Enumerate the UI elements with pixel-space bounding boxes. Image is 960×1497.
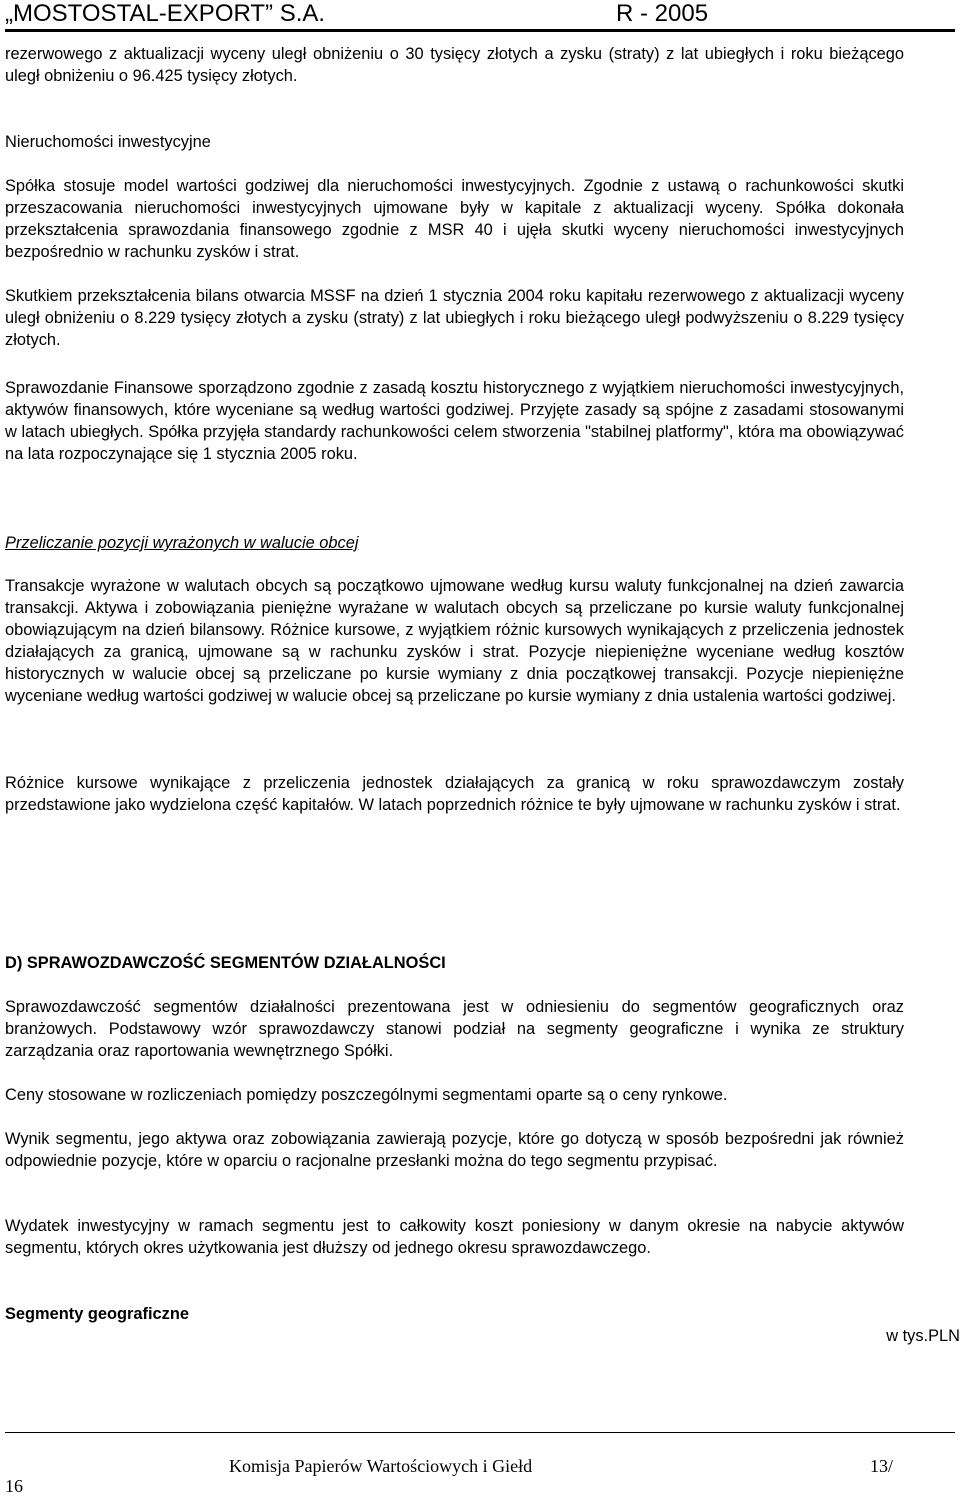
paragraph-exchange-differences: Różnice kursowe wynikające z przeliczenia jednostek działających za granicą w roku sprawozdawczym zostały przedstawione jako wydzielona część kapitałów. W latach poprzednich różnice te były ujmowane w rachunku zysków i strat. — [5, 774, 904, 814]
heading-foreign-currency: Przeliczanie pozycji wyrażonych w walucie obcej — [5, 534, 359, 552]
report-code: R - 2005 — [616, 0, 709, 27]
unit-label: w tys.PLN — [886, 1327, 960, 1345]
paragraph-currency-transactions: Transakcje wyrażone w walutach obcych są początkowo ujmowane według kursu waluty funkcjonalnej na dzień zawarcia transakcji. Aktywa i zobowiązania pieniężne wyrażane w walutach obcych są przeliczane po kursie waluty funkcjonalnej obowiązującym na dzień bilansowy. Różnice kursowe, z wyjątkiem różnic kursowych wynikających z przeliczenia jednostek działających za granicą, ujmowane są w rachunku zysków i strat. Pozycje niepieniężne wyceniane według kosztów historycznych w walucie obcej są przeliczane po kursie wymiany z dnia początkowej transakcji. Pozycje niepieniężne wyceniane według wartości godziwej w walucie obcej są przeliczane po kursie wymiany z dnia ustalenia wartości godziwej. — [5, 577, 904, 705]
footer-commission: Komisja Papierów Wartościowych i Giełd — [229, 1456, 533, 1476]
header-divider — [5, 29, 955, 32]
paragraph-fair-value-model: Spółka stosuje model wartości godziwej dla nieruchomości inwestycyjnych. Zgodnie z ustawą o rachunkowości skutki przeszacowania nieruchomości inwestycyjnych ujmowane były w kapitale z aktualizacji wyceny. Spółka dokonała przekształcenia sprawozdania finansowego zgodnie z MSR 40 i ujęła skutki wyceny nieruchomości inwestycyjnych bezpośrednio w rachunku zysków i strat. — [5, 177, 904, 261]
paragraph-segment-presentation: Sprawozdawczość segmentów działalności prezentowana jest w odniesieniu do segmentów geograficznych oraz branżowych. Podstawowy wzór sprawozdawczy stanowi podział na segmenty geograficzne i wynika ze struktury zarządzania oraz raportowania wewnętrznego Spółki. — [5, 998, 904, 1060]
paragraph-revaluation-reserve: rezerwowego z aktualizacji wyceny uległ obniżeniu o 30 tysięcy złotych a zysku (straty) z lat ubiegłych i roku bieżącego uległ obniżeniu o 96.425 tysięcy złotych. — [5, 45, 904, 85]
paragraph-segment-result: Wynik segmentu, jego aktywa oraz zobowiązania zawierają pozycje, które go dotyczą w sposób bezpośredni jak również odpowiednie pozycje, które w oparciu o racjonalne przesłanki można do tego segmentu przypisać. — [5, 1130, 904, 1170]
paragraph-transfer-prices: Ceny stosowane w rozliczeniach pomiędzy poszczególnymi segmentami oparte są o ceny rynkowe. — [5, 1086, 728, 1104]
page-header — [5, 0, 955, 28]
footer-divider — [5, 1432, 955, 1433]
heading-geographic-segments: Segmenty geograficzne — [5, 1305, 189, 1323]
paragraph-capital-expenditure: Wydatek inwestycyjny w ramach segmentu jest to całkowity koszt poniesiony w danym okresie na nabycie aktywów segmentu, których okres użytkowania jest dłuższy od jednego okresu sprawozdawczego. — [5, 1217, 904, 1257]
heading-investment-property: Nieruchomości inwestycyjne — [5, 133, 211, 151]
footer-page-total: 16 — [5, 1476, 23, 1496]
footer-page-number: 13/ — [870, 1456, 894, 1476]
paragraph-transformation-effect: Skutkiem przekształcenia bilans otwarcia MSSF na dzień 1 stycznia 2004 roku kapitału rezerwowego z aktualizacji wyceny uległ obniżeniu o 8.229 tysięcy złotych a zysku (straty) z lat ubiegłych i roku bieżącego uległ podwyższeniu o 8.229 tysięcy złotych. — [5, 287, 904, 349]
company-name: „MOSTOSTAL-EXPORT” S.A. — [5, 0, 326, 27]
paragraph-historical-cost: Sprawozdanie Finansowe sporządzono zgodnie z zasadą kosztu historycznego z wyjątkiem nieruchomości inwestycyjnych, aktywów finansowych, które wyceniane są według wartości godziwej. Przyjęte zasady są spójne z zasadami stosowanymi w latach ubiegłych. Spółka przyjęła standardy rachunkowości celem stworzenia "stabilnej platformy", która ma obowiązywać na lata rozpoczynające się 1 stycznia 2005 roku. — [5, 379, 904, 463]
heading-segment-reporting: D) SPRAWOZDAWCZOŚĆ SEGMENTÓW DZIAŁALNOŚCI — [5, 954, 446, 972]
